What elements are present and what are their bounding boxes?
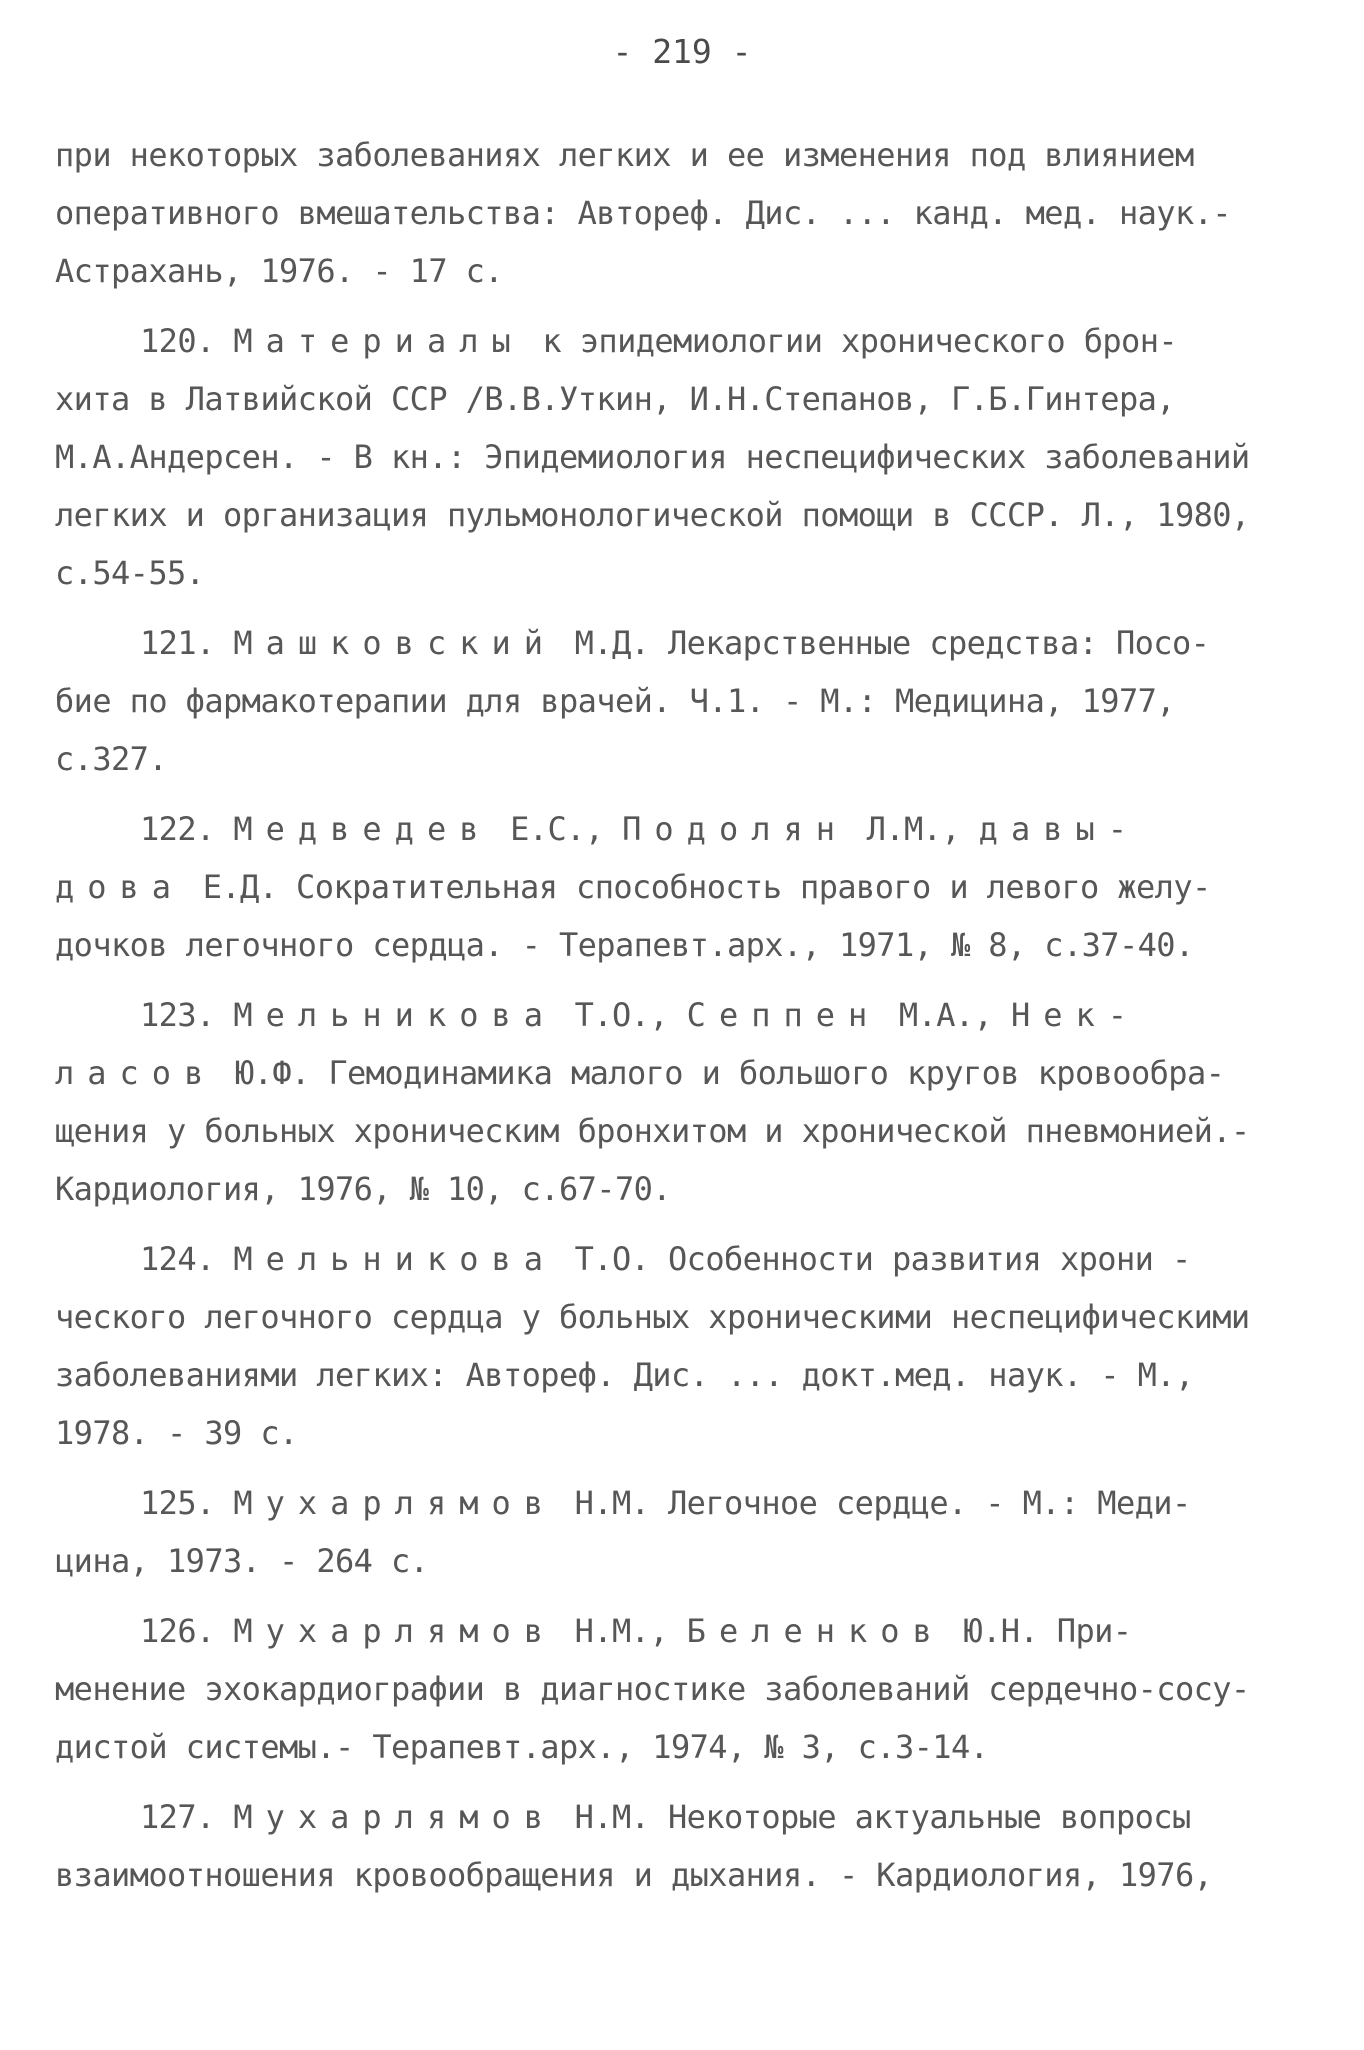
text-line: М.А.Андерсен. - В кн.: Эпидемиология неспецифических заболеваний [55, 438, 1250, 476]
entry-text: к эпидемиологии хронического брон- [523, 322, 1178, 360]
entry-author: Медведев [233, 810, 492, 848]
entry-first-line [55, 1474, 1305, 1532]
entry-text: Н.М. Легочное сердце. - М.: Меди- [556, 1484, 1191, 1522]
entry-author: Мухарлямов [233, 1484, 556, 1522]
entry-number: 120. [140, 322, 215, 360]
entry-author: дова [55, 868, 185, 906]
entry-text: М.А., [880, 996, 1011, 1034]
entry-text: Е.С., [491, 810, 623, 848]
text-line: легких и организация пульмонологической помощи в СССР. Л., 1980, [55, 496, 1250, 534]
entry-author: Мельникова [233, 1240, 556, 1278]
entry-number: 127. [140, 1798, 215, 1836]
entry-first-line [55, 1230, 1305, 1288]
text-line: оперативного вмешательства: Автореф. Дис. ... канд. мед. наук.- [55, 194, 1231, 232]
entry-author: Мельникова [233, 996, 556, 1034]
entry-first-line [55, 800, 1305, 858]
text-line: 1978. - 39 с. [55, 1414, 298, 1452]
bibliography-entry [55, 1474, 1305, 1590]
entry-text: Н.М., [556, 1612, 687, 1650]
text-line: взаимоотношения кровообращения и дыхания. - Кардиология, 1976, [55, 1856, 1213, 1894]
bibliography-entry [55, 312, 1305, 602]
text-line: хита в Латвийской ССР /В.В.Уткин, И.Н.Степанов, Г.Б.Гинтера, [55, 380, 1175, 418]
text-line: цина, 1973. - 264 с. [55, 1542, 429, 1580]
entry-author: Мухарлямов [233, 1612, 556, 1650]
entry-text: М.Д. Лекарственные средства: Посо- [556, 624, 1210, 662]
entry-first-line [55, 1788, 1305, 1846]
entry-author: Машковский [233, 624, 556, 662]
bibliography-entry [55, 1230, 1305, 1462]
entry-author: Сеппен [686, 996, 881, 1034]
text-line: заболеваниями легких: Автореф. Дис. ... докт.мед. наук. - М., [55, 1356, 1194, 1394]
text-line: с.327. [55, 740, 167, 778]
entry-first-line [55, 614, 1305, 672]
entry-author: Беленков [686, 1612, 945, 1650]
entry-author: Нек- [1010, 996, 1140, 1034]
text-line [55, 1044, 1305, 1102]
entry-text: Т.О. Особенности развития хрони - [556, 1240, 1191, 1278]
entry-text: Ю.Н. При- [944, 1612, 1132, 1650]
entry-first-line [55, 312, 1305, 370]
bibliography-entry-continuation [55, 126, 1305, 300]
text-line: менение эхокардиографии в диагностике заболеваний сердечно-сосу- [55, 1670, 1250, 1708]
text-line: дочков легочного сердца. - Терапевт.арх., 1971, № 8, с.37-40. [55, 926, 1194, 964]
entry-author: Мухарлямов [233, 1798, 556, 1836]
text-line: бие по фармакотерапии для врачей. Ч.1. - М.: Медицина, 1977, [55, 682, 1175, 720]
bibliography-entry [55, 1602, 1305, 1776]
bibliography-entry [55, 614, 1305, 788]
entry-text: Ю.Ф. Гемодинамика малого и большого кругов кровообра- [216, 1054, 1225, 1092]
entry-number: 125. [140, 1484, 215, 1522]
entry-author: Подолян [622, 810, 848, 848]
entry-number: 123. [140, 996, 215, 1034]
text-line: ческого легочного сердца у больных хроническими неспецифическими [55, 1298, 1250, 1336]
entry-text: Е.Д. Сократительная способность правого и левого желу- [184, 868, 1211, 906]
entry-number: 122. [140, 810, 215, 848]
bibliography-entry [55, 800, 1305, 974]
text-line: Астрахань, 1976. - 17 с. [55, 252, 503, 290]
entry-text: Н.М. Некоторые актуальные вопросы [556, 1798, 1191, 1836]
entry-author: Материалы [233, 322, 524, 360]
entry-number: 124. [140, 1240, 215, 1278]
text-line: дистой системы.- Терапевт.арх., 1974, № 3, с.3-14. [55, 1728, 989, 1766]
bibliography-text [55, 126, 1305, 1904]
text-line [55, 858, 1305, 916]
text-line: с.54-55. [55, 554, 205, 592]
text-line: при некоторых заболеваниях легких и ее изменения под влиянием [55, 136, 1194, 174]
entry-author: давы- [978, 810, 1140, 848]
page-number: - 219 - [612, 32, 752, 71]
entry-author: ласов [55, 1054, 217, 1092]
entry-text: Т.О., [556, 996, 687, 1034]
text-line: Кардиология, 1976, № 10, с.67-70. [55, 1170, 671, 1208]
entry-number: 126. [140, 1612, 215, 1650]
entry-number: 121. [140, 624, 215, 662]
entry-first-line [55, 986, 1305, 1044]
entry-text: Л.М., [848, 810, 979, 848]
bibliography-entry [55, 1788, 1305, 1904]
text-line: щения у больных хроническим бронхитом и хронической пневмонией.- [55, 1112, 1250, 1150]
entry-first-line [55, 1602, 1305, 1660]
bibliography-entry [55, 986, 1305, 1218]
